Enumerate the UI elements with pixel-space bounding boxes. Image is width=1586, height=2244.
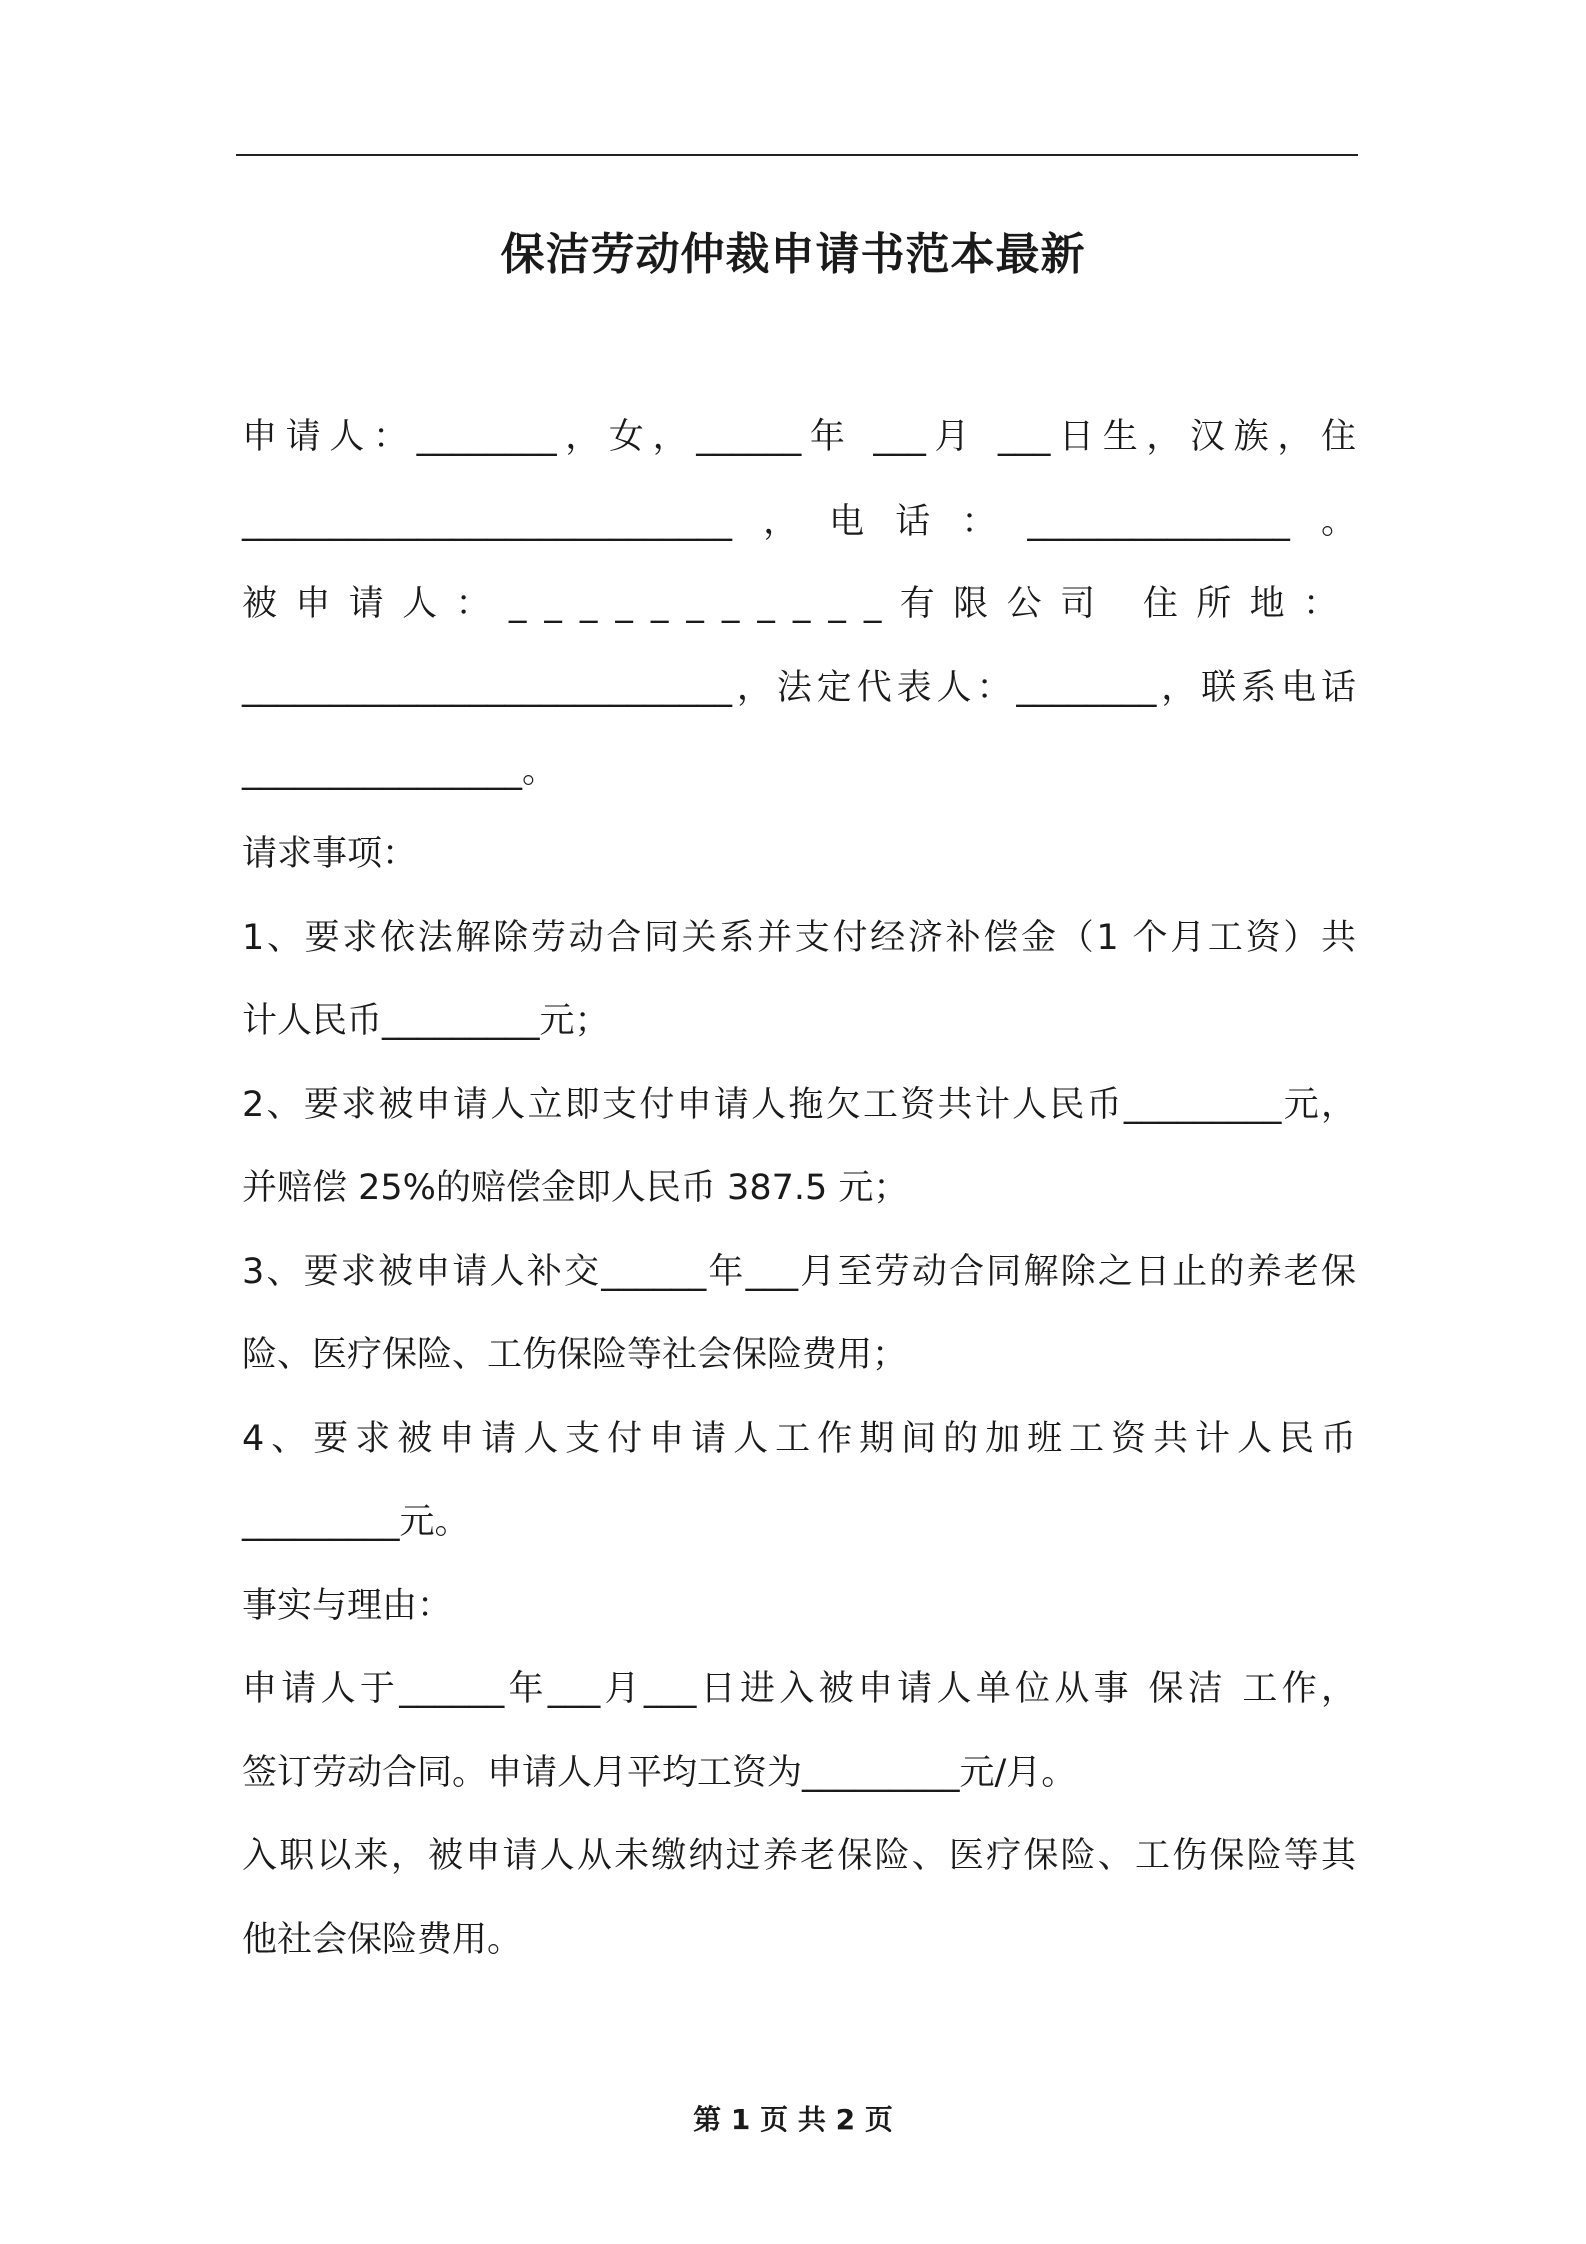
section-heading-claims: 请求事项： [242, 834, 418, 874]
page-number: 第 1 页 共 2 页 [693, 2103, 893, 2136]
claim-4-line-1: 4、要求被申请人支付申请人工作期间的加班工资共计人民币 [242, 1419, 1356, 1459]
body-line-respondent-phone: ________________。 [242, 751, 558, 791]
claim-1-line-2: 计人民币_________元； [242, 1001, 610, 1041]
claim-1-line-1: 1、要求依法解除劳动合同关系并支付经济补偿金（1 个月工资）共 [242, 918, 1356, 958]
body-line-respondent: 被申请人：___________有限公司 住所地： [242, 584, 1356, 624]
claim-2-line-1: 2、要求被申请人立即支付申请人拖欠工资共计人民币_________元， [242, 1085, 1356, 1125]
facts-line-3: 入职以来，被申请人从未缴纳过养老保险、医疗保险、工伤保险等其 [242, 1836, 1356, 1876]
claim-3-line-2: 险、医疗保险、工伤保险等社会保险费用； [242, 1335, 908, 1375]
claim-4-line-2: _________元。 [242, 1502, 470, 1542]
header-rule [236, 154, 1358, 156]
facts-line-2: 签订劳动合同。申请人月平均工资为_________元/月。 [242, 1753, 1077, 1793]
facts-line-1: 申请人于______年___月___日进入被申请人单位从事 保洁 工作， [242, 1669, 1356, 1709]
claim-2-line-2: 并赔偿 25%的赔偿金即人民币 387.5 元； [242, 1168, 909, 1208]
facts-line-4: 他社会保险费用。 [242, 1920, 523, 1960]
claim-3-line-1: 3、要求被申请人补交______年___月至劳动合同解除之日止的养老保 [242, 1252, 1356, 1292]
body-line-respondent-address: ____________________________，法定代表人：________，联系电话 [242, 668, 1356, 708]
document-title: 保洁劳动仲裁申请书范本最新 [500, 229, 1086, 280]
section-heading-facts: 事实与理由： [242, 1586, 453, 1626]
body-line-applicant: 申请人：________，女，______年 ___月 ___日生，汉族，住 [242, 417, 1356, 457]
body-line-applicant-address: ____________________________，电话：_______________。 [242, 502, 1356, 542]
